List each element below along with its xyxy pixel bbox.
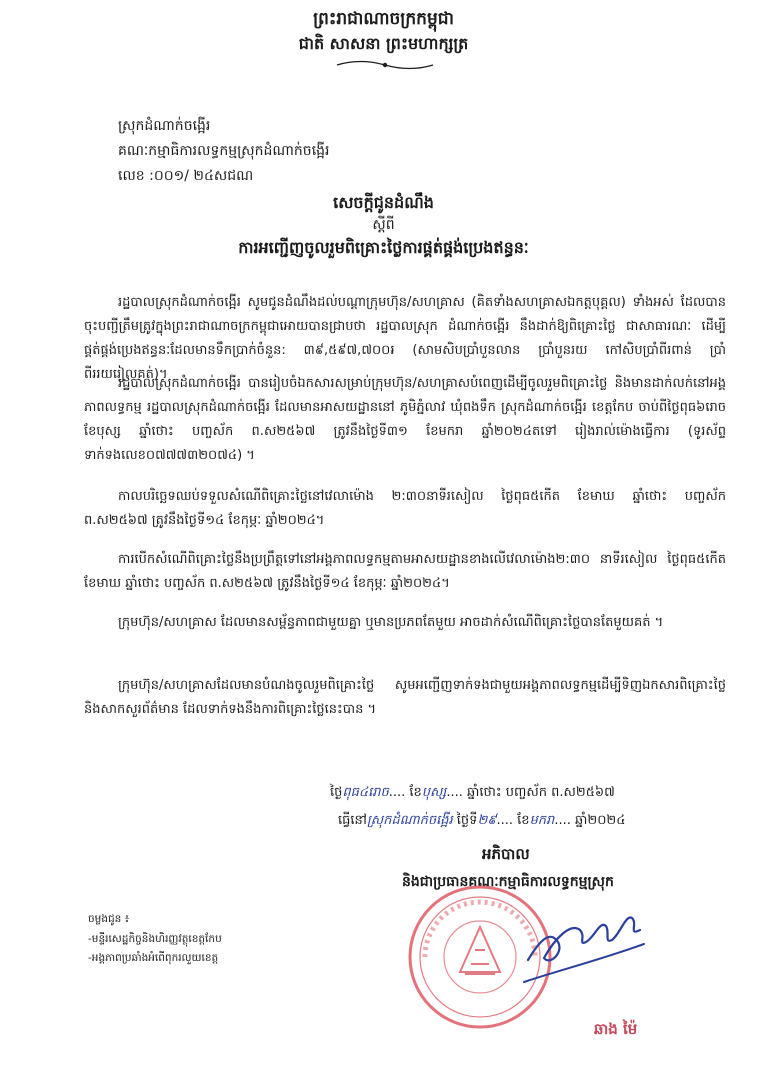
sender-committee: គណៈកម្មាធិការលទ្ធកម្មស្រុកដំណាក់ចង្អើរ	[118, 143, 330, 159]
ornament-divider	[335, 58, 435, 72]
signatory-role: និងជាប្រធានគណៈកម្មាធិការលទ្ធកម្មស្រុក	[402, 874, 614, 890]
lunar-month-handwritten: បុស្ស	[421, 785, 447, 800]
solar-month-handwritten: មករា	[529, 813, 555, 828]
solar-place-prefix: ធ្វើនៅ	[338, 813, 367, 828]
signatory-name: ឆាង ម៉ៃ	[594, 1020, 638, 1038]
solar-day-prefix: ថ្ងៃទី	[456, 813, 478, 828]
notice-subject: ការអញ្ជើញចូលរួមពិគ្រោះថ្លៃការផ្គត់ផ្គង់ប្រេងឥន្ធនៈ	[238, 238, 529, 257]
lunar-date-prefix: ថ្ងៃ	[330, 785, 343, 800]
lunar-month-prefix: ខែ	[409, 785, 422, 800]
paragraph-affiliation: ក្រុមហ៊ុន/សហគ្រាស ដែលមានសម្ព័ន្ធភាពជាមួយគ្នា ឬមានប្រភពតែមួយ អាចដាក់សំណើពិគ្រោះថ្លៃបានតែមួយគត់ ។	[118, 615, 664, 630]
national-motto: ជាតិ សាសនា ព្រះមហាក្សត្រ	[298, 34, 469, 53]
kingdom-header: ព្រះរាជាណាចក្រកម្ពុជា	[313, 9, 454, 29]
cc-recipient-1: -មន្ទីរសេដ្ឋកិច្ចនិងហិរញ្ញវត្ថុខេត្តកែប	[88, 933, 222, 945]
solar-year: ឆ្នាំ២០២៤	[574, 813, 626, 828]
reference-number: លេខ :០០១/ ២៤សជណ	[118, 168, 254, 184]
cc-label: ចម្លងជូន ៖	[88, 913, 130, 925]
solar-place-handwritten: ស្រុកដំណាក់ចង្អើរ	[366, 813, 453, 828]
solar-date-line: ធ្វើនៅស្រុកដំណាក់ចង្អើរ ថ្ងៃទី២៩.... ខែមករា.... ឆ្នាំ២០២៤	[338, 813, 626, 828]
notice-title: សេចក្ដីជូនដំណឹង	[333, 193, 434, 212]
paragraph-documents: រដ្ឋបាលស្រុកដំណាក់ចង្អើរ បានរៀបចំឯកសារសម្រាប់ក្រុមហ៊ុន/សហគ្រាសបំពេញដើម្បីចូលរួមពិគ្រោះថ្លៃ និងមានដាក់លក់នៅអង្គភាពលទ្ធកម្ម រដ្ឋបាលស្រុកដំណាក់ចង្អើរ ដែលមានអាសយដ្ឋាននៅ ភូមិភ្នំលាវ ឃុំពងទឹក ស្រុកដំណាក់ចង្អើរ ខេត្តកែប ចាប់ពីថ្ងៃពុធ៦រោច ខែបុស្ស ឆ្នាំថោះ បញ្ចស័ក ព.ស២៥៦៧ ត្រូវនឹងថ្ងៃទី៣១ ខែមករា ឆ្នាំ២០២៤តទៅ រៀងរាល់ម៉ោងធ្វើការ (ទូរស័ព្ទទាក់ទងលេខ០៧៧៧៣២០៧៤) ។	[84, 376, 726, 463]
lunar-date-line: ថ្ងៃពុធ៤រោច.... ខែបុស្ស.... ឆ្នាំថោះ បញ្ចស័ក ព.ស២៥៦៧	[330, 785, 615, 800]
paragraph-announcement: រដ្ឋបាលស្រុកដំណាក់ចង្អើរ សូមជូនដំណឹងដល់បណ្ដាក្រុមហ៊ុន/សហគ្រាស (គិតទាំងសហគ្រាសឯកត្តបុគ្គល) ទាំងអស់ ដែលបានចុះបញ្ជីត្រឹមត្រូវក្នុងព្រះរាជាណាចក្រកម្ពុជាអោយបានជ្រាបថា រដ្ឋបាលស្រុក ដំណាក់ចង្អើរ នឹងដាក់ឱ្យពិគ្រោះថ្លៃ ជាសាធារណៈ ដើម្បីផ្គត់ផ្គង់ប្រេងឥន្ធនៈដែលមានទឹកប្រាក់ចំនួន: ៣៩,៥៩៧,៧០០៛ (សាមសិបប្រាំបួនលាន ប្រាំបួនរយ កៅសិបប្រាំពីរពាន់ ប្រាំពីររយរៀលគត់)។	[84, 295, 726, 382]
sender-district: ស្រុកដំណាក់ចង្អើរ	[118, 118, 211, 134]
paragraph-contact: ក្រុមហ៊ុន/សហគ្រាសដែលមានបំណងចូលរួមពិគ្រោះថ្លៃ សូមអញ្ជើញទាក់ទងជាមួយអង្គភាពលទ្ធកម្មដើម្បីទិញឯកសារពិគ្រោះថ្លៃ និងសាកសួរព័ត៌មាន ដែលទាក់ទងនឹងការពិគ្រោះថ្លៃនេះបាន ។	[84, 678, 726, 717]
signatory-title: អភិបាល	[482, 845, 530, 863]
lunar-year: ឆ្នាំថោះ បញ្ចស័ក ព.ស២៥៦៧	[466, 785, 615, 800]
lunar-day-handwritten: ពុធ៤រោច	[342, 785, 389, 800]
solar-month-prefix: ខែ	[517, 813, 530, 828]
signature-icon	[520, 900, 650, 990]
cc-recipient-2: -អង្គភាពប្រឆាំងអំពើពុករលួយខេត្ត	[88, 952, 219, 964]
notice-about-label: ស្ដីពី	[372, 217, 395, 233]
solar-day-handwritten: ២៩	[477, 813, 497, 828]
paragraph-deadline: កាលបរិច្ឆេទឈប់ទទួលសំណើពិគ្រោះថ្លៃនៅវេលាម៉ោង ២:៣០នាទីរសៀល ថ្ងៃពុធ៥កើត ខែមាឃ ឆ្នាំថោះ បញ្ចស័ក ព.ស២៥៦៧ ត្រូវនឹងថ្ងៃទី១៤ ខែកុម្ភៈ ឆ្នាំ២០២៤។	[84, 489, 726, 528]
paragraph-opening: ការបើកសំណើពិគ្រោះថ្លៃនឹងប្រព្រឹត្តទៅនៅអង្គភាពលទ្ធកម្មតាមអាសយដ្ឋានខាងលើវេលាម៉ោង២:៣០ នាទីរសៀល ថ្ងៃពុធ៥កើត ខែមាឃ ឆ្នាំថោះ បញ្ចស័ក ព.ស២៥៦៧ ត្រូវនឹងថ្ងៃទី១៤ ខែកុម្ភៈ ឆ្នាំ២០២៤។	[84, 552, 726, 591]
